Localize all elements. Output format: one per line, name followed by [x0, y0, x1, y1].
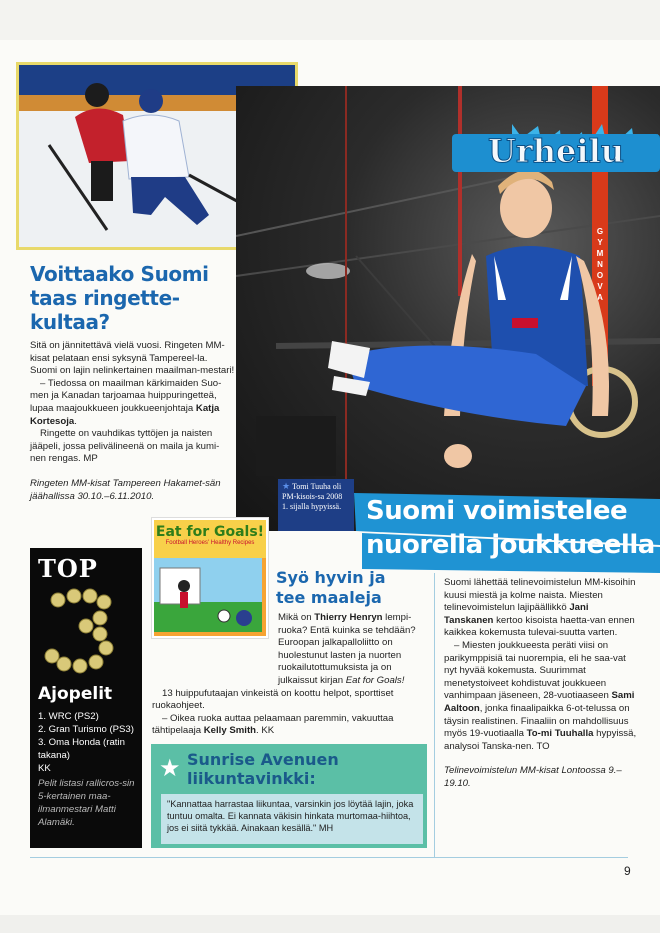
top3-badge: TOP — [38, 554, 98, 583]
headline-banner — [348, 487, 660, 573]
urheilu-logo — [452, 124, 660, 172]
urheilu-logo-text: Urheilu — [488, 132, 624, 170]
ringette-p2-end: . — [74, 415, 77, 427]
book-header — [154, 520, 266, 558]
gymnast-caption — [278, 479, 354, 531]
sunrise-title-2: liikuntavinkki: — [187, 769, 316, 788]
gym-p1-pre: Suomi lähettää telinevoimistelun MM-kisoihin kuusi miestä ja kolme naista. Miesten telinevoimistelun lajipäällikkö — [444, 577, 636, 614]
book-subtitle: Football Heroes' Healthy Recipes — [165, 540, 255, 546]
food-p3-post: . KK — [256, 725, 275, 737]
gym-note: Telinevoimistelun MM-kisat Lontoossa 9.–19.10. — [444, 765, 622, 789]
food-paragraph-3 — [152, 713, 430, 738]
sunrise-quote: "Kannattaa harrastaa liikuntaa, varsinkin jos löytää lajin, joka tuntuu omalta. Ei kannata väkisin hinkata murtomaa-hiihtoa, jos ei siitä tykkää. Ainakaan kesällä." MH — [161, 794, 423, 844]
sunrise-avenue-box — [151, 744, 427, 848]
top3-title: Ajopelit — [38, 684, 113, 704]
page-number: 9 — [624, 864, 631, 878]
banner-line-1: Suomi voimistelee — [366, 496, 628, 526]
book-title: Eat for Goals! — [155, 524, 265, 540]
column-divider — [434, 573, 435, 858]
gym-paragraph-1 — [444, 577, 640, 640]
gym-p1-name: Jani Tanskanen — [444, 602, 589, 626]
top3-sign: KK — [38, 763, 51, 774]
food-p1-book: Eat for Goals! — [345, 674, 405, 686]
gym-p2-post: hypyissä, analysoi Tanska-nen. TO — [444, 728, 637, 752]
top3-note: Pelit listasi rallicros-sin 5-kertainen maa-ilmanmestari Matti Alamäki. — [38, 778, 135, 828]
top3-box — [30, 548, 142, 848]
sunrise-title-1: Sunrise Avenuen — [187, 750, 339, 769]
banner-line-2: nuorella joukkueella — [366, 530, 655, 560]
gym-p1-post: kertoo kisoista haetta-van ennen kaikkea kokemusta tulevai-suutta varten. — [444, 614, 635, 639]
gymnastics-article — [444, 577, 640, 791]
food-p1-name: Thierry Henryn — [314, 612, 383, 623]
ringette-paragraph-1: Sitä on jännitettävä vielä vuosi. Ringeten MM-kisat pelataan ensi syksynä Tampereel-la. Suomi on lajin nelinkertainen maailman-mestari! — [30, 340, 235, 377]
star-icon: ★ — [282, 481, 291, 491]
food-body — [152, 612, 430, 738]
food-article — [276, 568, 428, 608]
ringette-article — [30, 262, 235, 503]
gymnast-caption-text: Tomi Tuuha oli PM-kisois-sa 2008 1. sijalla hypyissä. — [282, 482, 343, 511]
food-headline-1: Syö hyvin ja — [276, 568, 386, 587]
bottom-margin — [0, 915, 660, 933]
ringette-paragraph-3: Ringette on vauhdikas tyttöjen ja naisten jääpeli, jossa pelivälineenä on maila ja kumi-nen rengas. MP — [30, 428, 220, 465]
ringette-paragraph-2 — [30, 378, 235, 428]
top3-number: 3 — [86, 642, 87, 643]
ringette-p2-text: – Tiedossa on maailman kärkimaiden Suo-men ja Kanadan tarjoamaa huippuringetteä, lupaa maajoukkueen joukkueenjohtaja — [30, 377, 222, 414]
food-p1-pre: Mikä on — [278, 612, 315, 623]
top3-number-graphic — [30, 582, 142, 682]
bottom-divider — [30, 857, 628, 858]
ringette-note: Ringeten MM-kisat Tampereen Hakamet-sän jäähallissa 30.10.–6.11.2010. — [30, 477, 221, 502]
food-paragraph-2: 13 huippufutaajan vinkeistä on koottu helpot, sporttiset ruokaohjeet. — [152, 687, 394, 712]
top3-item: 3. Oma Honda (ratin takana) — [38, 737, 125, 761]
ringette-p2-name: Katja Kortesoja — [30, 402, 220, 427]
food-p1-post: lempi-ruoka? Entä kuinka se tehdään? Euroopan jalkapalloliitto on huolestunut lasten ja nuorten ruokailutottumuksista ja on julkaissut kirjan — [278, 612, 416, 686]
strap-brand: GYMNOVA — [596, 227, 604, 302]
gym-p2-name-1: Sami Aaltoon — [444, 690, 635, 714]
ringette-headline: Voittaako Suomi taas ringette-kultaa? — [30, 262, 209, 334]
food-paragraph-1a — [152, 612, 430, 688]
food-p3-name: Kelly Smith — [203, 725, 256, 737]
gym-p2-name-2: To-mi Tuuhalla — [526, 728, 594, 740]
gym-paragraph-2 — [444, 640, 640, 753]
food-headline-2: tee maaleja — [276, 588, 382, 607]
top3-item: 1. WRC (PS2) — [38, 711, 99, 722]
gym-p2-pre: – Miesten joukkueesta peräti viisi on parikymppisiä tai nuorempia, eli he saa-vat nyt hyvää kokemusta. Suurimmat menetystoiveet kohdistuvat joukkueen vanhimpaan jäseneen, 28-vuotiaaseen — [444, 639, 626, 702]
gym-p2-mid: , jonka finaalipaikka 6-ot-telussa on täysin realistinen. Finaaliin on mahdollisuus myös 19-vuotiaalla — [444, 702, 630, 740]
sunrise-title — [187, 750, 339, 788]
food-p3-pre: – Oikea ruoka auttaa pelaamaan paremmin, vakuuttaa tähtipelaaja — [152, 712, 394, 737]
star-icon: ★ — [159, 755, 181, 782]
top-margin — [0, 0, 660, 40]
top3-list — [38, 710, 138, 829]
top3-item: 2. Gran Turismo (PS3) — [38, 724, 134, 735]
